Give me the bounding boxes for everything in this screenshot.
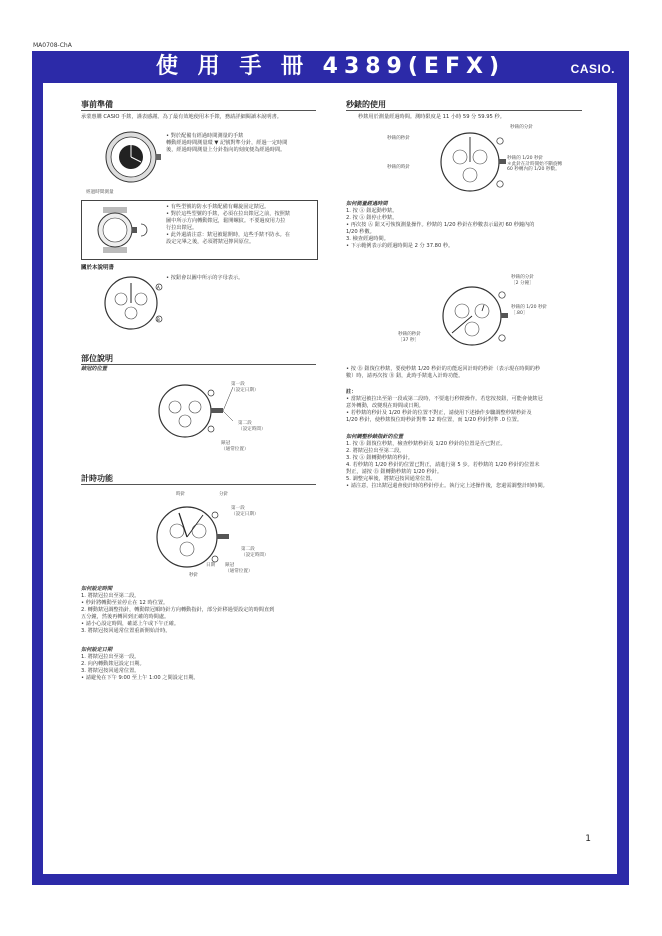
button-letters-figure xyxy=(103,273,165,335)
adjust-steps: 1. 按 Ⓑ 鈕復位秒錶，檢查秒錶秒針及 1/20 秒針的位置是否已對正。 2. 將錶冠拉出至第二段。 3. 按 Ⓐ 鈕轉動秒錶的秒針。 4. 若秒錶的 1/20 秒針的位置已對正，請進行第 5 步。若秒錶的 1/20 秒針的位置未 對正，請按 Ⓑ 鈕轉動秒錶的 1/20 秒針。 5. 調整完畢後，將錶冠按回通常位置。 • 請注意，拉出錶冠還會使計時的秒針停止。執行完上述操作後，您還需調整計時時間。 xyxy=(346,441,548,489)
example-figure xyxy=(438,283,512,349)
set-time-steps: 1. 將錶冠拉出至第二段。 • 秒針將轉動至並停止在 12 時位置。 2. 轉動錶冠調整指針，轉動錶冠順時針方向轉動指針，部分針移過要設定的時間直到 五分鐘，然後再轉回到正確的時間處。 • 請小心設定時間，確認上午或下午正確。 3. 將錶冠按回通常位置重新開始計時。 xyxy=(81,593,275,634)
sw-minute-label: 秒錶的分針 xyxy=(510,125,533,130)
adjust-title: 如何調整秒錶指針的位置 xyxy=(346,434,404,440)
bezel-caption: 經過時間測量 xyxy=(86,190,114,195)
svg-text:B: B xyxy=(157,317,160,322)
sw-hour-label: 秒錶的時針 xyxy=(387,165,410,170)
set-date-steps: 1. 將錶冠拉出至第一段。 2. 向內轉動錶冠設定日期。 3. 將錶冠按回通常位置。 • 請避免在下午 9:00 至上午 1:00 之間設定日期。 xyxy=(81,654,199,681)
crown-label: 錶冠 （通常位置） xyxy=(225,563,253,574)
example-minute-label: 秒錶的分針 ［2 分鐘］ xyxy=(511,275,534,286)
stopwatch-intro: 秒錶用於測量經過時間。測時限度是 11 小時 59 分 59.95 秒。 xyxy=(358,114,505,120)
set-time-title: 如何設定時間 xyxy=(81,586,113,592)
divider xyxy=(81,484,316,485)
time-second-label: 第二段 （設定時間） xyxy=(241,547,269,558)
notes-title: 註： xyxy=(346,389,357,395)
measure-steps: 1. 按 Ⓐ 鈕起動秒錶。 2. 按 Ⓐ 鈕停止秒錶。 • 再次按 Ⓐ 鈕又可恢復測量操作。秒錶的 1/20 秒針在秒數表示最初 60 秒鐘內的 1/20 秒數。 3. 檢查經過時間。 • 下示範例表示的經過時間是 2 分 37.80 秒。 xyxy=(346,208,535,249)
sw-second-label: 秒錶的秒針 xyxy=(387,136,410,141)
page-frame xyxy=(32,51,629,885)
casio-logo: CASIO. xyxy=(570,62,615,76)
document-code: MA0708-ChA xyxy=(33,42,72,49)
set-date-title: 如何設定日期 xyxy=(81,647,113,653)
about-heading: 關於本說明書 xyxy=(81,265,115,271)
crown-position-figure xyxy=(153,381,243,441)
divider xyxy=(346,110,582,111)
manual-title: 使 用 手 冊 4389(EFX) xyxy=(156,54,505,79)
example-second-label: 秒錶的秒針 ［37 秒］ xyxy=(398,332,421,343)
screw-crown-figure xyxy=(95,207,157,253)
reset-text: • 按 Ⓑ 鈕復位秒錶，要使秒錶 1/20 秒針的功能返回計時的秒針（表示現在時間的秒 數）時，請再次按 Ⓑ 鈕，此時手錶進入計時功能。 xyxy=(346,366,541,379)
prep-heading: 事前準備 xyxy=(81,100,113,109)
minute-hand-label: 分針 xyxy=(219,492,229,497)
crown-second-label: 第二段 （設定時間） xyxy=(238,421,266,432)
prep-intro: 承蒙惠購 CASIO 手錶，謹表感謝。為了最有效地使用本手錶，務請詳細閱讀本說明書。 xyxy=(81,114,282,120)
hour-hand-label: 時針 xyxy=(176,492,186,497)
svg-text:A: A xyxy=(157,285,160,290)
second-hand-label: 秒針 xyxy=(189,573,199,578)
sw-twentieth-label: 秒錶的 1/20 秒針 ＊此針在計時開始不斷旋轉 60 秒轉內的 1/20 秒數。 xyxy=(507,156,563,172)
about-text: • 按鈕會以圖中所示的字母表示。 xyxy=(166,275,244,281)
bezel-text: • 對於配備有經過時間測量的手錶 轉動經過時間測量環 ▼ 記號對準分針，經過一定時間 後，經過時間測量上分針指向的刻度便為經過時間。 xyxy=(166,133,288,153)
parts-sub: 錶冠的位置 xyxy=(81,366,107,372)
measure-title: 如何測量經過時間 xyxy=(346,201,388,207)
parts-heading: 部位說明 xyxy=(81,354,113,363)
stopwatch-figure xyxy=(438,129,508,195)
page-number: 1 xyxy=(585,834,591,844)
notes-text: • 當錶冠被拉出至第一段或第二段時，不要進行秒錶操作。若您按按鈕，可能會使錶冠 意外轉動，改變現在時間或日期。 • 若秒錶的秒針及 1/20 秒針的位置不對正，請使用下述操作步驟調整秒錶秒針及 1/20 秒針，使秒錶復位時秒針對準 12 時位置，而 1/20 秒針對準 .0 位置。 xyxy=(346,396,543,423)
bezel-watch-figure xyxy=(101,129,163,187)
screw-lock-text: • 有些型號的防水手錶配備有螺旋固定錶冠。 • 對於這些型號的手錶，必須在拉出錶冠之前，按照錶 圖中所示方向轉動錶冠，鬆開螺紋。不要過度用力拉 行拉出錶冠。 • 此外還請注意：錶冠被鬆開時，這些手錶不防水。在 設定完畢之後，必須將錶冠擰回原位。 xyxy=(166,204,291,245)
date-label: 日期 xyxy=(206,563,216,568)
divider xyxy=(81,364,316,365)
time-first-label: 第一段 （設定日期） xyxy=(231,506,259,517)
stopwatch-heading: 秒錶的使用 xyxy=(346,100,386,109)
example-twentieth-label: 秒錶的 1/20 秒針 ［.80］ xyxy=(511,305,548,316)
timekeeping-heading: 計時功能 xyxy=(81,474,113,483)
crown-first-label: 第一段 （設定日期） xyxy=(231,382,259,393)
manual-page xyxy=(43,83,617,874)
crown-normal-label: 錶冠 （通常位置） xyxy=(221,441,249,452)
divider xyxy=(81,110,316,111)
